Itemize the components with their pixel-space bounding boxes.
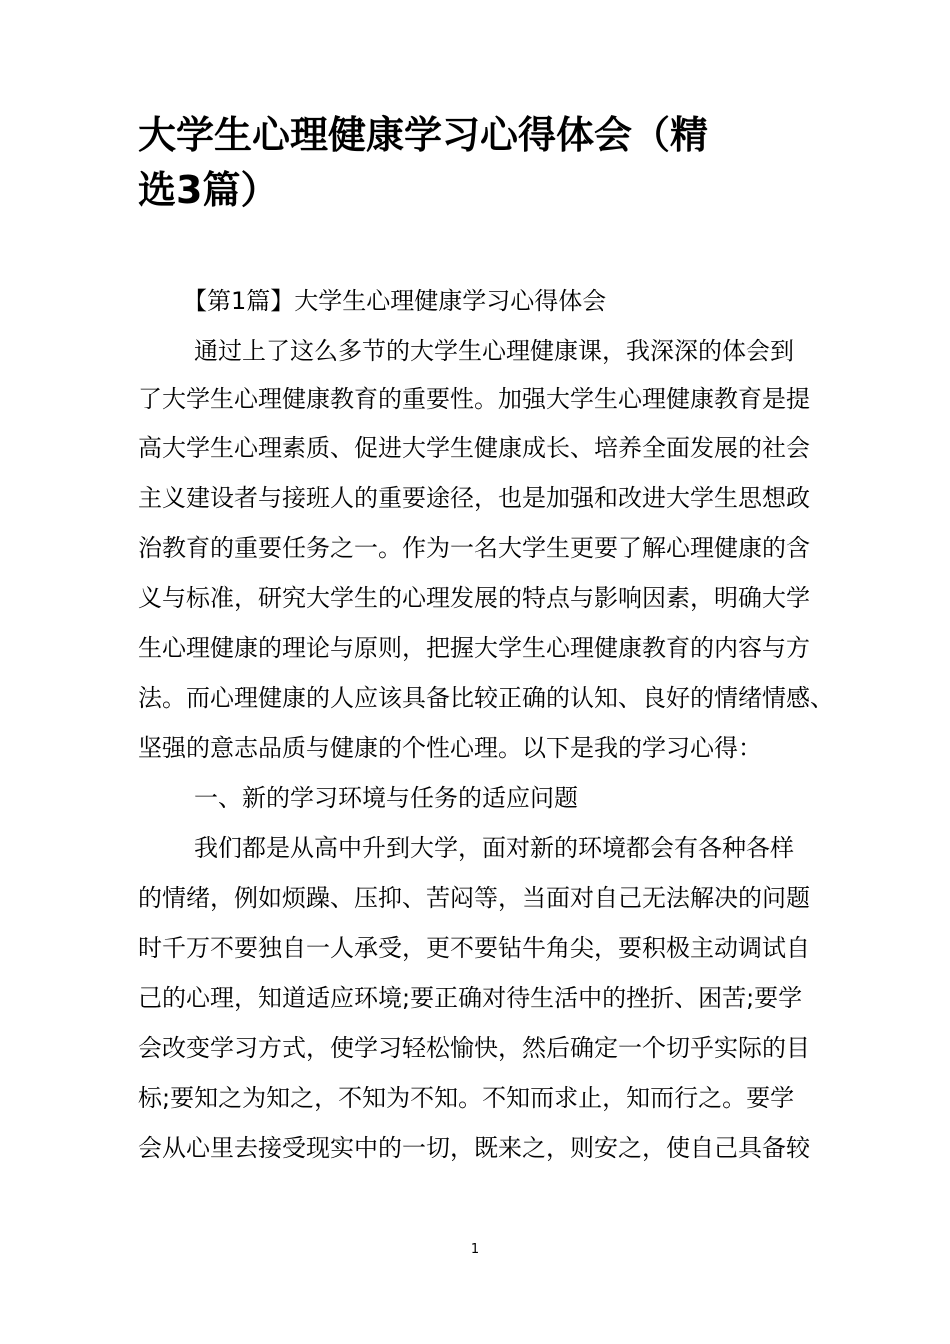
title-line-2: 选3篇） bbox=[138, 168, 279, 212]
body-line: 己的心理，知道适应环境;要正确对待生活中的挫折、困苦;要学 bbox=[138, 984, 803, 1012]
body-line: 时千万不要独自一人承受，更不要钻牛角尖，要积极主动调试自 bbox=[138, 934, 810, 962]
body-line: 生心理健康的理论与原则，把握大学生心理健康教育的内容与方 bbox=[138, 634, 810, 662]
body-line: 我们都是从高中升到大学，面对新的环境都会有各种各样 bbox=[194, 834, 794, 862]
body-line: 的情绪，例如烦躁、压抑、苦闷等，当面对自己无法解决的问题 bbox=[138, 884, 810, 912]
body-line: 通过上了这么多节的大学生心理健康课，我深深的体会到 bbox=[194, 337, 794, 365]
body-line: 主义建设者与接班人的重要途径，也是加强和改进大学生思想政 bbox=[138, 484, 810, 512]
body-line: 高大学生心理素质、促进大学生健康成长、培养全面发展的社会 bbox=[138, 434, 810, 462]
document-title bbox=[138, 108, 828, 218]
section-heading-1: 【第1篇】大学生心理健康学习心得体会 bbox=[183, 287, 607, 315]
body-line: 标;要知之为知之，不知为不知。不知而求止，知而行之。要学 bbox=[138, 1084, 795, 1112]
subsection-heading: 一、新的学习环境与任务的适应问题 bbox=[194, 784, 578, 812]
body-line: 了大学生心理健康教育的重要性。加强大学生心理健康教育是提 bbox=[138, 385, 810, 413]
page-number: 1 bbox=[470, 1242, 480, 1257]
body-line: 会从心里去接受现实中的一切，既来之，则安之，使自己具备较 bbox=[138, 1134, 810, 1162]
body-line: 坚强的意志品质与健康的个性心理。以下是我的学习心得： bbox=[138, 734, 762, 762]
body-line: 义与标准，研究大学生的心理发展的特点与影响因素，明确大学 bbox=[138, 584, 810, 612]
body-line: 会改变学习方式，使学习轻松愉快，然后确定一个切乎实际的目 bbox=[138, 1034, 810, 1062]
body-line: 治教育的重要任务之一。作为一名大学生更要了解心理健康的含 bbox=[138, 534, 810, 562]
title-line-1: 大学生心理健康学习心得体会（精 bbox=[138, 113, 709, 157]
body-line: 法。而心理健康的人应该具备比较正确的认知、良好的情绪情感、 bbox=[138, 684, 834, 712]
